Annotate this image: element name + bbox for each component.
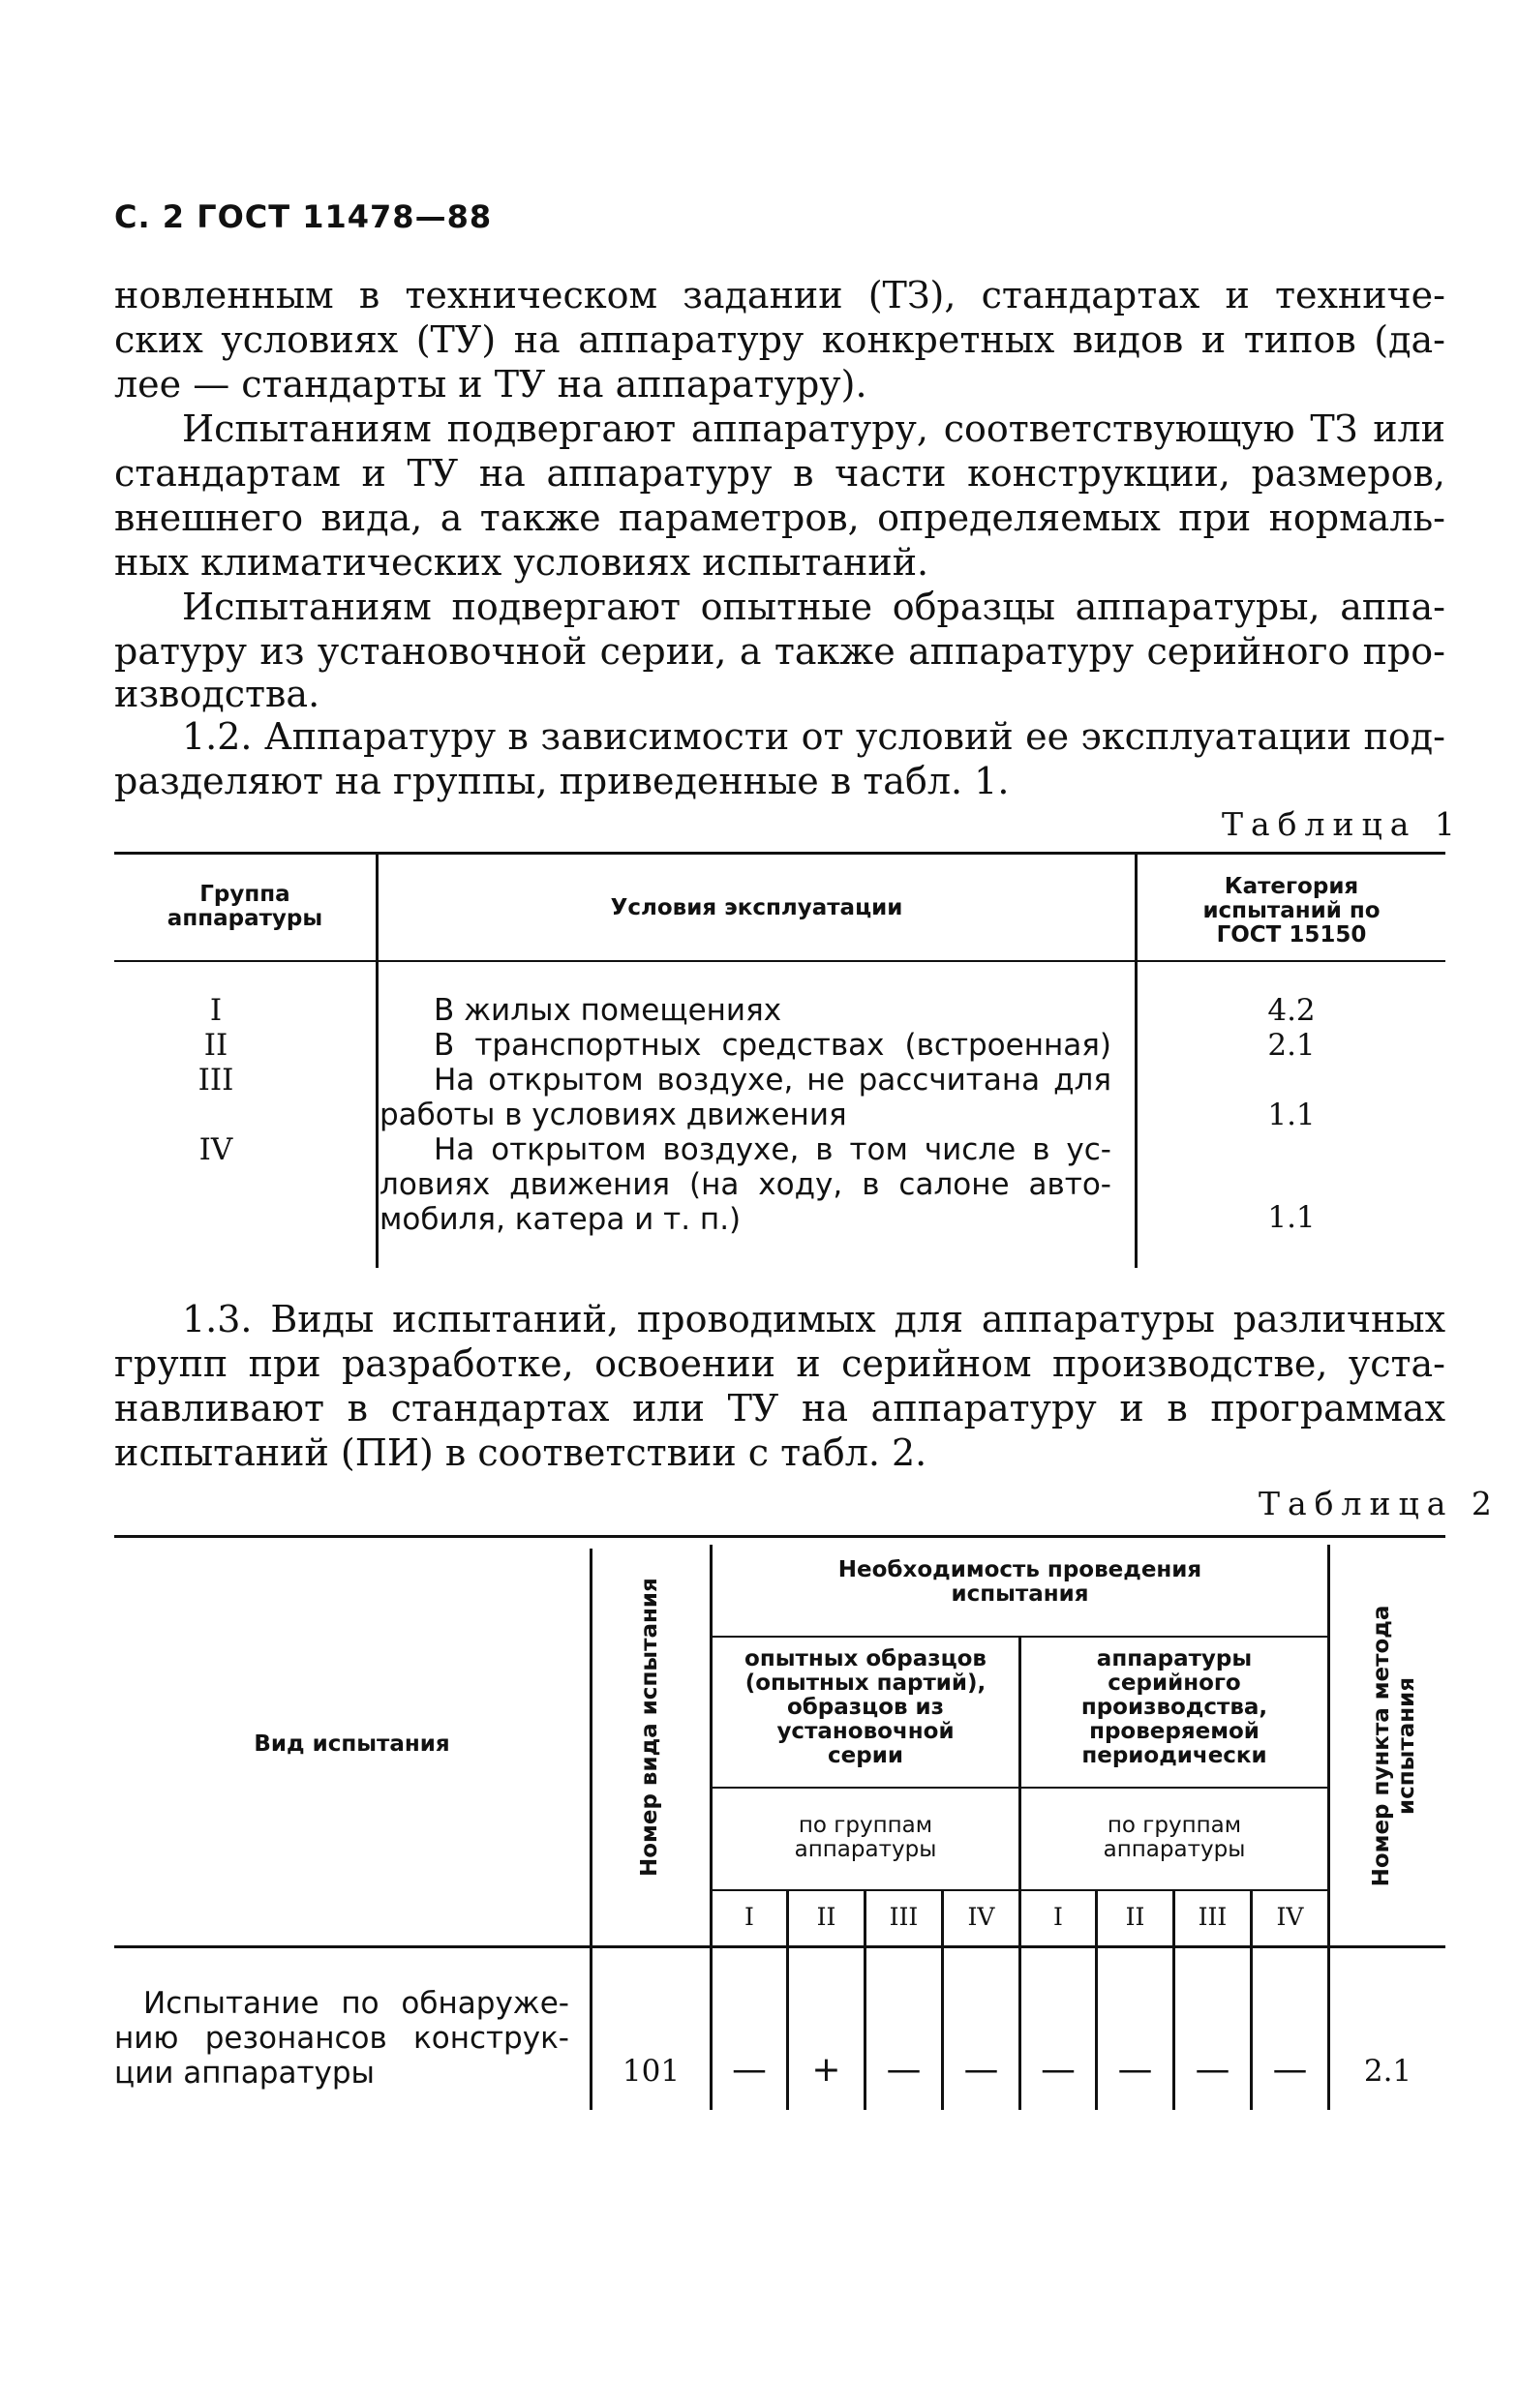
header-line: аппаратуры — [794, 1837, 937, 1862]
header-line: Группа — [199, 882, 290, 907]
test-kind-line: Испытание по обнаруже- — [143, 1986, 569, 2021]
condition-line: В жилых помещениях — [434, 993, 782, 1028]
group-numeral: IV — [967, 1903, 995, 1931]
condition-line: ловиях движения (на ходу, в салоне авто- — [380, 1167, 1111, 1202]
group-cell: III — [197, 1063, 234, 1098]
header-line: образцов из — [786, 1695, 945, 1720]
group-numeral: III — [889, 1903, 919, 1931]
text-line: разделяют на группы, приведенные в табл. 1. — [114, 760, 1010, 802]
text-line: лее — стандарты и ТУ на аппаратуру). — [114, 363, 867, 406]
test-mark: — — [1195, 2050, 1230, 2090]
header-line: по группам — [798, 1813, 933, 1838]
table-rule — [713, 1889, 1327, 1891]
test-mark: — — [886, 2050, 922, 2090]
table-rule — [713, 1636, 1327, 1638]
header-line: периодически — [1081, 1743, 1267, 1768]
table-header-method — [1369, 1601, 1419, 1891]
header-line: аппаратуры — [1096, 1646, 1253, 1671]
table-rule — [114, 960, 1445, 962]
table-header-category — [1138, 875, 1445, 948]
group-numeral: I — [1053, 1903, 1063, 1931]
group-numeral: II — [816, 1903, 836, 1931]
table-rule — [713, 1787, 1327, 1789]
text-line: Испытаниям подвергают аппаратуру, соответствующую ТЗ или — [182, 407, 1445, 450]
category-cell: 1.1 — [1267, 1098, 1316, 1132]
text-line: 1.3. Виды испытаний, проводимых для аппаратуры различных — [182, 1298, 1445, 1340]
text-line: испытаний (ПИ) в соответствии с табл. 2. — [114, 1431, 927, 1474]
header-line: опытных образцов — [744, 1646, 987, 1671]
test-kind-line: нию резонансов конструк- — [114, 2021, 569, 2056]
text-line: внешнего вида, а также параметров, определяемых при нормаль- — [114, 497, 1445, 539]
table-header-necessity — [713, 1558, 1327, 1607]
table-header-number: Номер вида испытания — [637, 1578, 662, 1877]
test-mark: — — [1272, 2050, 1308, 2090]
header-line: аппаратуры — [1103, 1837, 1246, 1862]
text-line: групп при разработке, освоении и серийном производстве, уста- — [114, 1342, 1445, 1385]
text-line: новленным в техническом задании (ТЗ), стандартах и техниче- — [114, 274, 1445, 316]
table-header-by-groups — [713, 1814, 1018, 1862]
page-header: С. 2 ГОСТ 11478—88 — [114, 198, 493, 235]
category-cell: 1.1 — [1267, 1200, 1316, 1235]
group-cell: II — [203, 1028, 228, 1063]
group-numeral: IV — [1276, 1903, 1304, 1931]
header-line: (опытных партий), — [744, 1671, 987, 1696]
condition-line: В транспортных средствах (встроенная) — [434, 1028, 1111, 1063]
table-rule — [114, 1535, 1445, 1538]
header-line: испытания — [1394, 1676, 1419, 1816]
text-line: стандартам и ТУ на аппаратуру в части конструкции, размеров, — [114, 452, 1445, 495]
header-line: установочной — [776, 1719, 955, 1744]
text-line: Испытаниям подвергают опытные образцы аппаратуры, аппа- — [182, 586, 1445, 628]
condition-line: работы в условиях движения — [380, 1098, 847, 1132]
group-numeral: III — [1198, 1903, 1228, 1931]
group-cell: I — [209, 993, 223, 1028]
test-mark: — — [963, 2050, 999, 2090]
table-rule — [114, 852, 1445, 855]
text-line: изводства. — [114, 673, 320, 715]
table-rule — [114, 1945, 1445, 1948]
header-line: производства, — [1080, 1695, 1268, 1720]
table-divider — [590, 1549, 592, 2110]
header-line: аппаратуры — [167, 906, 323, 931]
table-header-serial — [1021, 1647, 1327, 1768]
test-mark: + — [811, 2050, 841, 2090]
header-line: Номер пункта метода — [1369, 1605, 1394, 1887]
table-header-by-groups — [1021, 1814, 1327, 1862]
table-header-group — [114, 883, 376, 931]
header-line: серийного — [1108, 1671, 1241, 1696]
text-line: 1.2. Аппаратуру в зависимости от условий ее эксплуатации под- — [182, 715, 1445, 758]
text-line: ских условиях (ТУ) на аппаратуру конкретных видов и типов (да- — [114, 318, 1445, 361]
category-cell: 2.1 — [1267, 1028, 1316, 1063]
header-line: испытаний по — [1202, 898, 1381, 923]
group-numeral: I — [744, 1903, 754, 1931]
table-header-kind: Вид испытания — [254, 1731, 450, 1757]
test-mark: — — [1117, 2050, 1153, 2090]
header-line: проверяемой — [1089, 1719, 1260, 1744]
text-line: навливают в стандартах или ТУ на аппаратуру и в программах — [114, 1387, 1445, 1430]
header-line: испытания — [951, 1581, 1089, 1607]
text-line: ных климатических условиях испытаний. — [114, 541, 929, 584]
text-line: ратуру из установочной серии, а также аппаратуру серийного про- — [114, 630, 1445, 673]
test-mark: — — [1041, 2050, 1076, 2090]
category-cell: 4.2 — [1267, 993, 1316, 1028]
table-header-conditions: Условия эксплуатации — [610, 895, 903, 920]
test-method: 2.1 — [1363, 2054, 1412, 2089]
group-numeral: II — [1125, 1903, 1145, 1931]
test-mark: — — [732, 2050, 767, 2090]
header-line: Категория — [1224, 874, 1359, 899]
table-divider — [1327, 1545, 1330, 2110]
group-cell: IV — [198, 1132, 233, 1167]
table-2-label: Таблица 2 — [1259, 1485, 1500, 1522]
condition-line: На открытом воздухе, в том числе в ус- — [434, 1132, 1111, 1167]
table-header-prototypes — [713, 1647, 1018, 1768]
test-number: 101 — [622, 2054, 681, 2089]
header-line: Необходимость проведения — [837, 1557, 1202, 1582]
header-line: ГОСТ 15150 — [1216, 922, 1367, 948]
table-1-label: Таблица 1 — [1222, 805, 1463, 843]
condition-line: мобиля, катера и т. п.) — [380, 1202, 742, 1237]
header-line: серии — [828, 1743, 903, 1768]
test-kind-line: ции аппаратуры — [114, 2056, 376, 2091]
condition-line: На открытом воздухе, не рассчитана для — [434, 1063, 1111, 1098]
header-line: по группам — [1107, 1813, 1242, 1838]
